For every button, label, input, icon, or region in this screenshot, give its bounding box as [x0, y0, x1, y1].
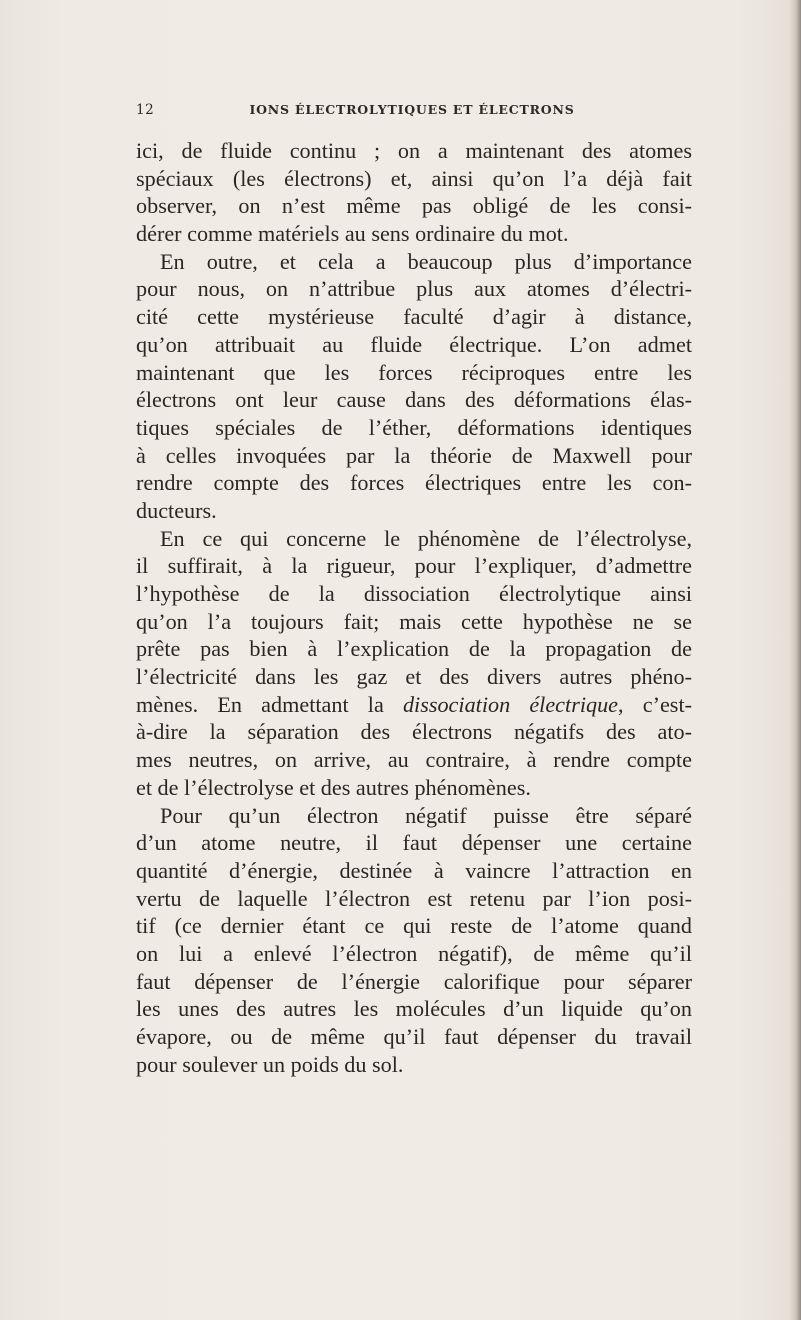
text-line: à celles invoquées par la théorie de Maxwell pour — [136, 442, 692, 468]
text-line: En outre, et cela a beaucoup plus d’importance — [160, 248, 692, 274]
text-line: d’un atome neutre, il faut dépenser une certaine — [136, 830, 692, 856]
text-line: l’électricité dans les gaz et des divers autres phéno- — [136, 664, 692, 690]
text-segment: , c’est- — [618, 691, 692, 717]
text-line: observer, on n’est même pas obligé de les consi- — [136, 193, 692, 219]
text-line: mes neutres, on arrive, au contraire, à rendre compte — [136, 747, 692, 773]
text-line: maintenant que les forces réciproques entre les — [136, 359, 692, 385]
text-line: il suffirait, à la rigueur, pour l’expliquer, d’admettre — [136, 553, 692, 579]
text-line: cité cette mystérieuse faculté d’agir à distance, — [136, 304, 692, 330]
italic-term: dissociation électrique — [402, 691, 619, 717]
text-line: on lui a enlevé l’électron négatif), de même qu’il — [136, 940, 692, 966]
text-line: rendre compte des forces électriques entre les con- — [136, 470, 692, 496]
text-line: spéciaux (les électrons) et, ainsi qu’on l’a déjà fait — [136, 165, 692, 191]
text-line: tiques spéciales de l’éther, déformations identiques — [136, 414, 692, 440]
text-line-with-italic — [136, 691, 692, 719]
text-line: ducteurs. — [136, 497, 217, 523]
text-segment: mènes. En admettant la — [136, 691, 403, 717]
text-line: qu’on attribuait au fluide électrique. L’on admet — [136, 331, 692, 357]
page-number: 12 — [136, 102, 155, 118]
text-line: qu’on l’a toujours fait; mais cette hypothèse ne se — [136, 608, 692, 634]
text-line: En ce qui concerne le phénomène de l’électrolyse, — [160, 525, 692, 551]
text-line: ici, de fluide continu ; on a maintenant des atomes — [136, 138, 692, 163]
text-line: vertu de laquelle l’électron est retenu par l’ion posi- — [136, 885, 692, 911]
running-head — [122, 102, 702, 124]
page-edge-shadow — [789, 0, 801, 1320]
text-line: prête pas bien à l’explication de la propagation de — [136, 636, 692, 662]
text-line: l’hypothèse de la dissociation électrolytique ainsi — [136, 581, 692, 606]
text-line: Pour qu’un électron négatif puisse être séparé — [160, 802, 692, 828]
text-line: évapore, ou de même qu’il faut dépenser du travail — [136, 1024, 692, 1049]
body-text — [136, 137, 692, 1078]
text-line: pour soulever un poids du sol. — [136, 1051, 404, 1077]
text-line: pour nous, on n’attribue plus aux atomes d’électri- — [136, 276, 692, 302]
text-line: à-dire la séparation des électrons négatifs des ato- — [136, 719, 692, 745]
text-line: faut dépenser de l’énergie calorifique pour séparer — [136, 968, 692, 994]
text-line: quantité d’énergie, destinée à vaincre l’attraction en — [136, 857, 692, 883]
running-title: IONS ÉLECTROLYTIQUES ET ÉLECTRONS — [249, 102, 575, 117]
text-line: et de l’électrolyse et des autres phénomènes. — [136, 774, 531, 800]
text-line: dérer comme matériels au sens ordinaire du mot. — [136, 221, 569, 247]
text-line: les unes des autres les molécules d’un liquide qu’on — [136, 996, 692, 1022]
text-line: tif (ce dernier étant ce qui reste de l’atome quand — [136, 913, 692, 939]
text-line: électrons ont leur cause dans des déformations élas- — [136, 387, 692, 413]
